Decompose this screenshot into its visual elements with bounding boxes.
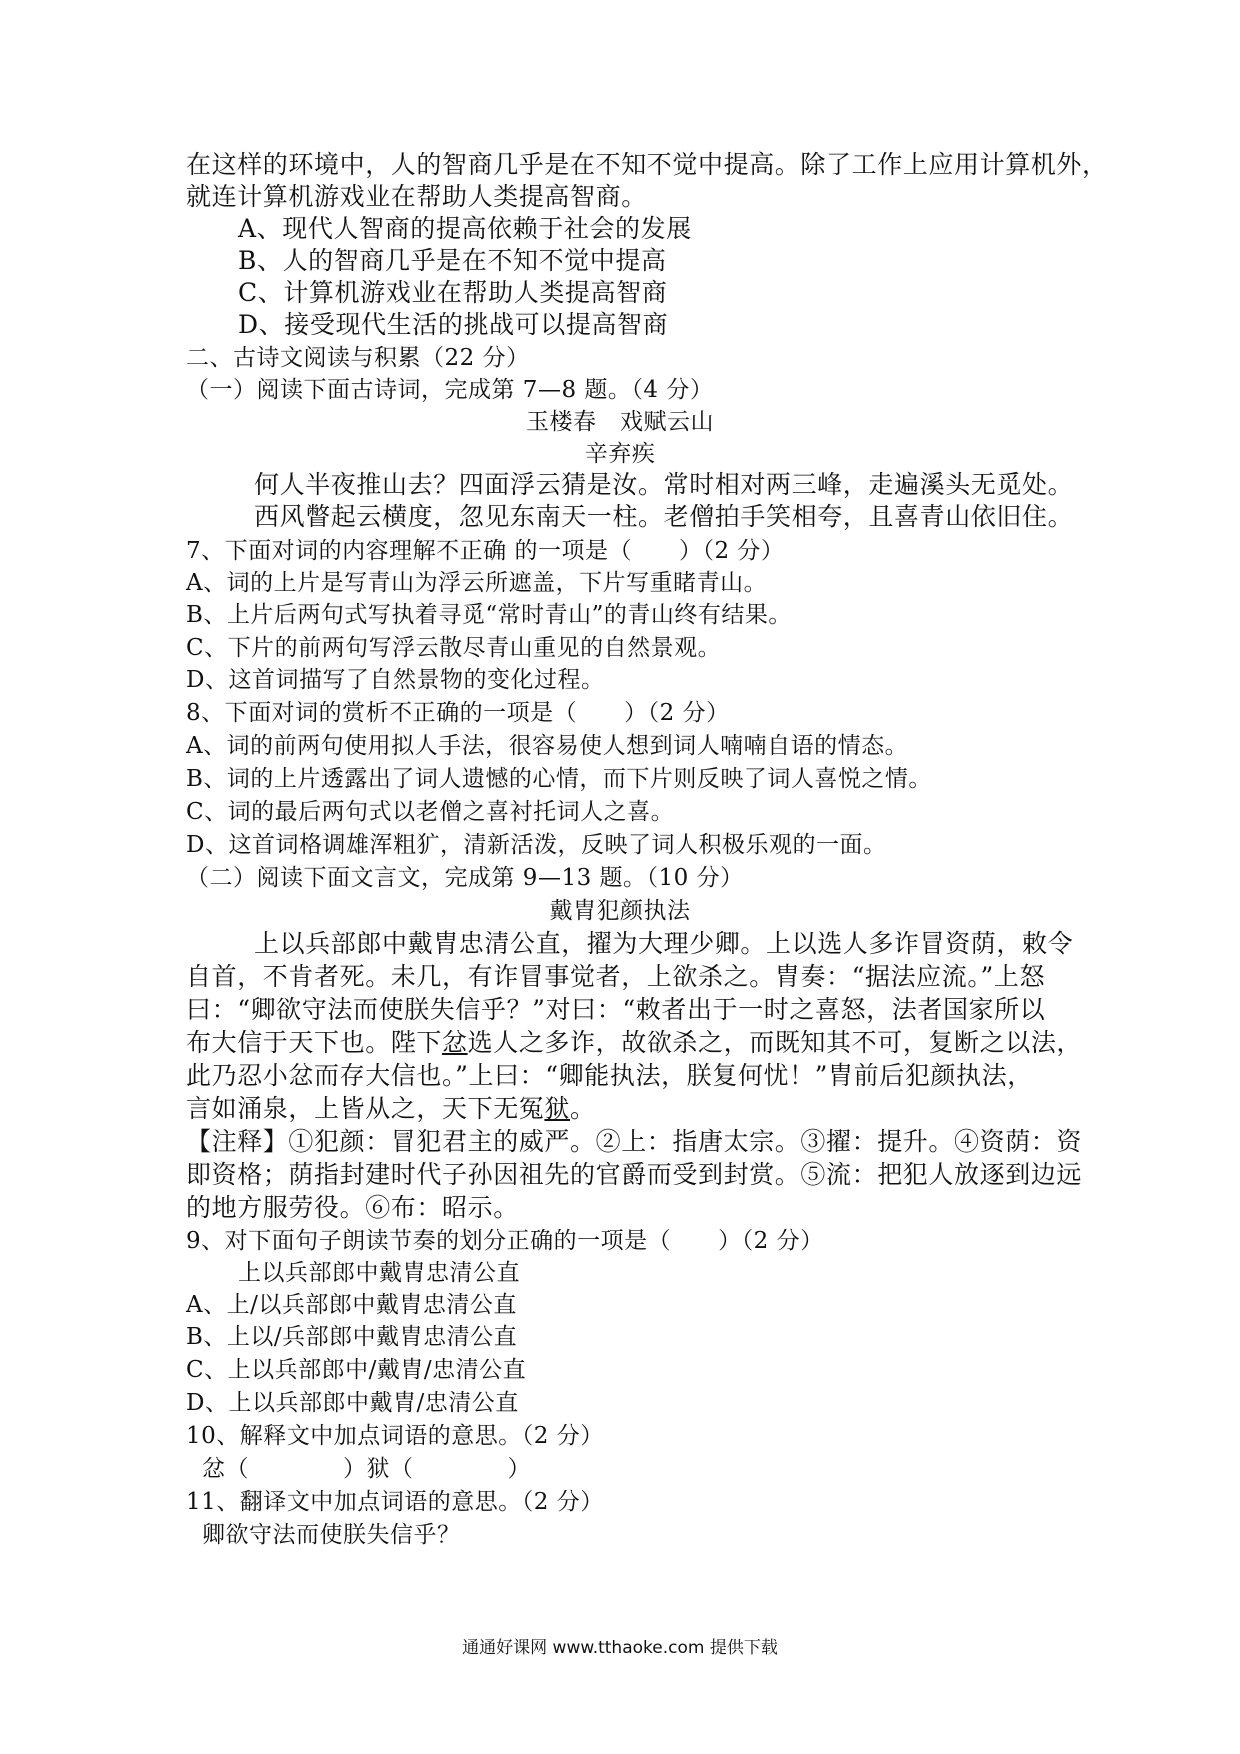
option-b: B、人的智商几乎是在不知不觉中提高	[238, 246, 667, 275]
passage-line	[186, 1094, 596, 1124]
option-d: D、接受现代生活的挑战可以提高智商	[238, 310, 669, 339]
sentence: 上以兵部郎中戴胄忠清公直	[238, 1260, 520, 1286]
option-b: B、词的上片透露出了词人遗憾的心情，而下片则反映了词人喜悦之情。	[186, 766, 932, 792]
poem-line: 何人半夜推山去？四面浮云猜是汝。常时相对两三峰，走遍溪头无觅处。	[254, 470, 1074, 499]
poem-title: 玉楼春 戏赋云山	[526, 409, 714, 435]
dotted-word: 狱	[544, 1094, 571, 1123]
question-7: 7、下面对词的内容理解不正确 的一项是（ ）（2 分）	[186, 538, 785, 564]
section-heading: 二、古诗文阅读与积累（22 分）	[186, 345, 530, 371]
option-a: A、现代人智商的提高依赖于社会的发展	[238, 214, 692, 243]
passage-title: 戴胄犯颜执法	[549, 898, 691, 924]
poem-author: 辛弃疾	[584, 441, 656, 467]
option-c: C、下片的前两句写浮云散尽青山重见的自然景观。	[186, 635, 722, 661]
option-b: B、上以/兵部郎中戴胄忠清公直	[186, 1324, 518, 1350]
option-c: C、计算机游戏业在帮助人类提高智商	[238, 278, 668, 307]
text-segment: 选人之多诈，故欲杀之，而既知其不可，复断之以法，	[467, 1028, 1083, 1057]
subsection-heading: （二）阅读下面文言文，完成第 9—13 题。（10 分）	[186, 865, 744, 891]
option-c: C、上以兵部郎中/戴胄/忠清公直	[186, 1357, 527, 1383]
option-d: D、这首词格调雄浑粗犷，清新活泼，反映了词人积极乐观的一面。	[186, 832, 887, 858]
passage-line: 曰：“卿欲守法而使朕失信乎？”对曰：“敕者出于一时之喜怒，法者国家所以	[186, 995, 1046, 1024]
passage-line: 上以兵部郎中戴胄忠清公直，擢为大理少卿。上以选人多诈冒资荫，敕令	[254, 929, 1074, 958]
passage-line: 自首，不肯者死。未几，有诈冒事觉者，上欲杀之。胄奏：“据法应流。”上怒	[186, 962, 1046, 991]
option-a: A、词的前两句使用拟人手法，很容易使人想到词人喃喃自语的情态。	[186, 733, 909, 759]
option-d: D、上以兵部郎中戴胄/忠清公直	[186, 1390, 519, 1416]
subsection-heading: （一）阅读下面古诗词，完成第 7—8 题。（4 分）	[186, 377, 714, 403]
annotation-line: 的地方服劳役。⑥布：昭示。	[186, 1193, 519, 1222]
text-segment: 布大信于天下也。陛下	[186, 1028, 443, 1057]
question-9: 9、对下面句子朗读节奏的划分正确的一项是（ ）（2 分）	[186, 1228, 824, 1254]
question-10: 10、解释文中加点词语的意思。（2 分）	[186, 1423, 604, 1449]
poem-line: 西风瞥起云横度，忽见东南天一柱。老僧拍手笑相夸，且喜青山依旧住。	[254, 502, 1074, 531]
sentence: 卿欲守法而使朕失信乎？	[202, 1522, 461, 1548]
question-8: 8、下面对词的赏析不正确的一项是（ ）（2 分）	[186, 700, 730, 726]
question-11: 11、翻译文中加点词语的意思。（2 分）	[186, 1489, 604, 1515]
answer-blanks: 忿（ ）狱（ ）	[202, 1456, 531, 1482]
option-c: C、词的最后两句式以老僧之喜衬托词人之喜。	[186, 799, 675, 825]
passage-line	[186, 1028, 1082, 1058]
option-b: B、上片后两句式写执着寻觅“常时青山”的青山终有结果。	[186, 602, 792, 628]
text-line: 就连计算机游戏业在帮助人类提高智商。	[186, 182, 647, 211]
option-a: A、词的上片是写青山为浮云所遮盖，下片写重睹青山。	[186, 570, 768, 596]
text-line: 在这样的环境中，人的智商几乎是在不知不觉中提高。除了工作上应用计算机外，	[186, 150, 1108, 179]
footer-text: 通通好课网 www.tthaoke.com 提供下载	[462, 1638, 778, 1658]
annotation-line: 即资格；荫指封建时代子孙因祖先的官爵而受到封赏。⑤流：把犯人放逐到边远	[186, 1160, 1083, 1189]
text-segment: 。	[570, 1094, 596, 1123]
dotted-word: 忿	[442, 1028, 468, 1057]
option-d: D、这首词描写了自然景物的变化过程。	[186, 667, 605, 693]
passage-line: 此乃忍小忿而存大信也。”上曰：“卿能执法，朕复何忧！”胄前后犯颜执法，	[186, 1061, 1033, 1090]
option-a: A、上/以兵部郎中戴胄忠清公直	[186, 1292, 517, 1318]
text-segment: 言如涌泉，上皆从之，天下无冤	[186, 1094, 545, 1123]
annotation-line: 【注释】①犯颜：冒犯君主的威严。②上：指唐太宗。③擢：提升。④资荫：资	[186, 1127, 1083, 1156]
